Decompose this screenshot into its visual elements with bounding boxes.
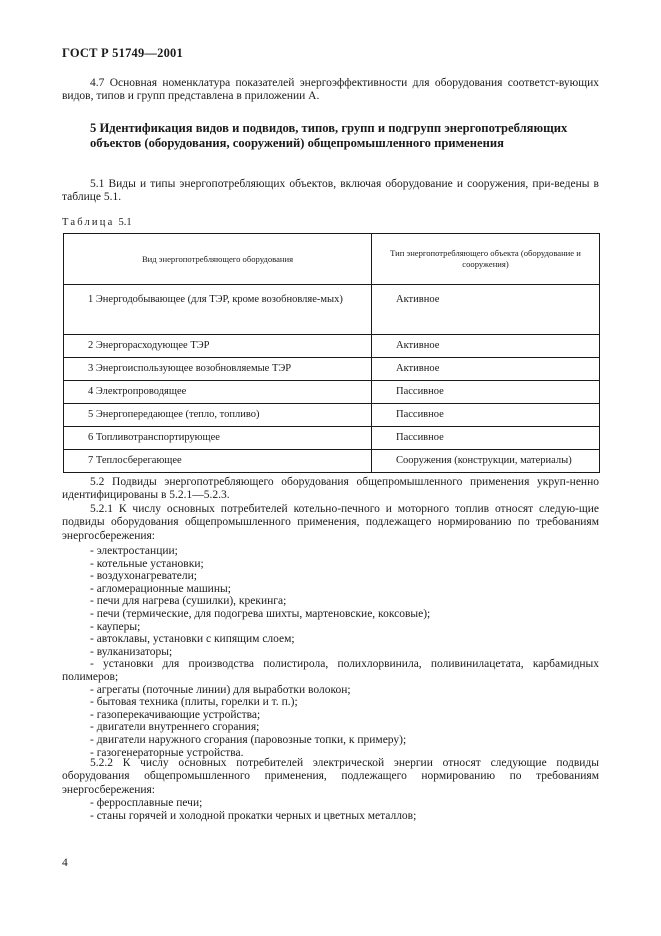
list-item: - печи (термические, для подогрева шихты, мартеновские, коксовые); [90,607,431,620]
section-5-title: 5 Идентификация видов и подвидов, типов, групп и подгрупп энергопотребляющих объектов (оборудования, сооружений) общепромышленного применения [90,121,568,150]
paragraph-5-2-1: 5.2.1 К числу основных потребителей котельно-печного и моторного топлив относят следую-щие подвиды оборудования общепромышленного применения, подлежащего нормированию по требованиям энергосбережения: [62,503,599,542]
list-item: - ферросплавные печи; [90,797,203,809]
table-cell-type: Активное [372,358,600,381]
table-cell-kind: 6 Топливотранспортирующее [64,427,372,450]
table-cell-type: Активное [372,335,600,358]
table-row [64,450,600,473]
table-row [64,404,600,427]
fuel-consumers-list [62,545,599,759]
list-item: - двигатели внутреннего сгорания; [90,721,260,734]
paragraph-5-2: 5.2 Подвиды энергопотребляющего оборудования общепромышленного применения укруп-ненно идентифицированы в 5.2.1—5.2.3. [62,476,599,502]
table-cell-type: Пассивное [372,404,600,427]
list-item: - печи для нагрева (сушилки), крекинга; [90,595,287,608]
table-row [64,381,600,404]
table-header-kind: Вид энергопотребляющего оборудования [64,234,372,285]
list-item: - двигатели наружного сгорания (паровозные топки, к примеру); [90,733,407,746]
list-item: - автоклавы, установки с кипящим слоем; [90,633,295,646]
table-cell-kind: 2 Энергорасходующее ТЭР [64,335,372,358]
table-caption [62,217,132,228]
table-cell-kind: 1 Энергодобывающее (для ТЭР, кроме возобновляе-мых) [64,285,372,335]
table-row [64,335,600,358]
paragraph-5-1: 5.1 Виды и типы энергопотребляющих объектов, включая оборудование и сооружения, при-ведены в таблице 5.1. [62,178,599,204]
table-cell-kind: 3 Энергоиспользующее возобновляемые ТЭР [64,358,372,381]
table-row [64,358,600,381]
list-item: - газоперекачивающие устройства; [90,708,261,721]
list-item: - электростанции; [90,545,178,557]
table-cell-type: Сооружения (конструкции, материалы) [372,450,600,473]
table-cell-kind: 5 Энергопередающее (тепло, топливо) [64,404,372,427]
list-item: - воздухонагреватели; [90,570,197,583]
table-cell-type: Пассивное [372,381,600,404]
list-item: - газогенераторные устройства. [90,746,244,759]
paragraph-5-2-2: 5.2.2 К числу основных потребителей электрической энергии относят следующие подвиды оборудования общепромышленного применения, подлежащего нормированию по требованиям энергосбережения: [62,757,599,796]
list-item: - кауперы; [90,620,141,633]
table-5-1 [63,233,600,473]
list-item: - котельные установки; [90,557,204,570]
table-header-row [64,234,600,285]
table-header-type: Тип энергопотребляющего объекта (оборудование и сооружения) [372,234,600,285]
page-number: 4 [62,857,68,869]
list-item: - установки для производства полистирола, полихлорвинила, поливинилацетата, карбамидных полимеров; [62,658,599,683]
list-item: - бытовая техника (плиты, горелки и т. п.); [90,696,298,709]
table-cell-kind: 4 Электропроводящее [64,381,372,404]
table-caption-word: Таблица [62,217,115,228]
list-item: - агрегаты (поточные линии) для выработки волокон; [90,683,351,696]
list-item: - агломерационные машины; [90,582,231,595]
list-item: - станы горячей и холодной прокатки черных и цветных металлов; [90,809,417,822]
table-cell-kind: 7 Теплосберегающее [64,450,372,473]
table-row [64,285,600,335]
table-caption-number: 5.1 [118,217,132,228]
list-item: - вулканизаторы; [90,645,173,658]
table-cell-type: Пассивное [372,427,600,450]
paragraph-4-7: 4.7 Основная номенклатура показателей энергоэффективности для оборудования соответст-вующих видов, типов и групп представлена в приложении А. [62,77,599,103]
standard-code-header: ГОСТ Р 51749—2001 [62,46,183,60]
table-cell-type: Активное [372,285,600,335]
electricity-consumers-list [62,797,599,822]
table-row [64,427,600,450]
